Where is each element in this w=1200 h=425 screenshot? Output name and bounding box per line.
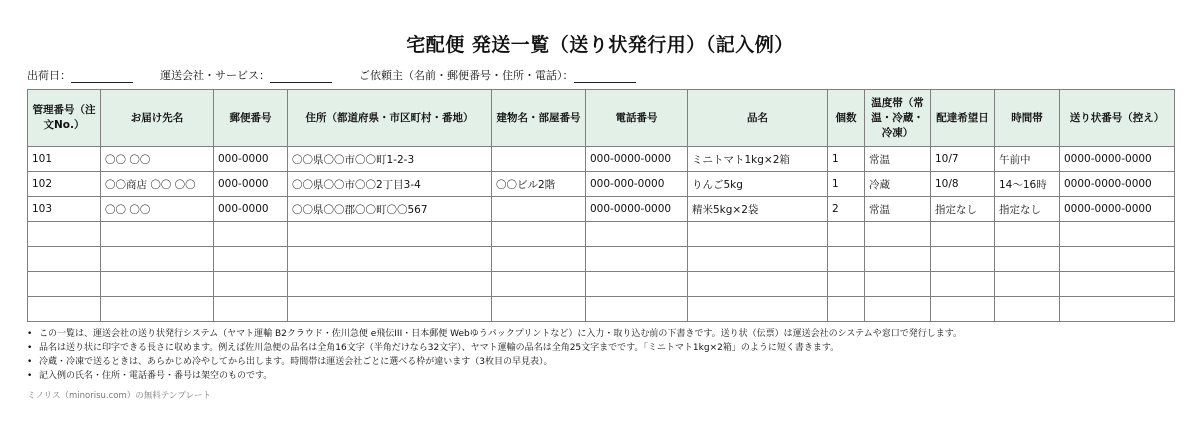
col-header-qty: 個数 — [828, 90, 865, 147]
table-cell[interactable] — [214, 272, 288, 297]
table-cell[interactable] — [688, 297, 828, 322]
col-header-phone: 電話番号 — [586, 90, 688, 147]
note-item: • 記入例の氏名・住所・電話番号・番号は架空のものです。 — [27, 369, 962, 383]
table-cell[interactable] — [214, 222, 288, 247]
table-cell[interactable]: 10/7 — [931, 147, 995, 172]
col-header-postal: 郵便番号 — [214, 90, 288, 147]
table-cell[interactable]: 000-0000-0000 — [586, 147, 688, 172]
col-header-recipient: お届け先名 — [101, 90, 214, 147]
table-cell[interactable]: 10/8 — [931, 172, 995, 197]
col-header-address: 住所（都道府県・市区町村・番地） — [288, 90, 492, 147]
table-cell[interactable] — [28, 247, 101, 272]
col-header-time: 時間帯 — [995, 90, 1060, 147]
table-cell[interactable] — [492, 147, 586, 172]
table-cell[interactable] — [865, 247, 931, 272]
table-cell[interactable] — [995, 247, 1060, 272]
table-row — [28, 222, 1175, 247]
table-cell[interactable] — [865, 272, 931, 297]
note-item: • 品名は送り状に印字できる長さに収めます。例えば佐川急便の品名は全角16文字（半角だけなら32文字）、ヤマト運輸の品名は全角25文字までです。「ミニトマト1kg×2箱」のように短く書きます。 — [27, 341, 962, 355]
table-cell[interactable] — [28, 222, 101, 247]
note-item: • 冷蔵・冷凍で送るときは、あらかじめ冷やしてから出します。時間帯は運送会社ごとに選べる枠が違います（3枚目の早見表）。 — [27, 355, 962, 369]
table-cell[interactable]: 000-000-0000 — [586, 172, 688, 197]
table-cell[interactable] — [586, 222, 688, 247]
table-cell[interactable]: 0000-0000-0000 — [1060, 172, 1175, 197]
table-cell[interactable]: 103 — [28, 197, 101, 222]
table-cell[interactable] — [101, 297, 214, 322]
col-header-tracking: 送り状番号（控え） — [1060, 90, 1175, 147]
table-cell[interactable] — [28, 297, 101, 322]
table-cell[interactable]: 0000-0000-0000 — [1060, 197, 1175, 222]
table-cell[interactable]: 指定なし — [931, 197, 995, 222]
table-cell[interactable]: 常温 — [865, 197, 931, 222]
note-item: • この一覧は、運送会社の送り状発行システム（ヤマト運輸 B2クラウド・佐川急便 e飛伝III・日本郵便 Webゆうパックプリントなど）に入力・取り込む前の下書きです。送り状（伝票）は運送会社のシステムや窓口で発行します。 — [27, 327, 962, 341]
table-cell[interactable] — [492, 247, 586, 272]
table-cell[interactable] — [828, 247, 865, 272]
table-cell[interactable] — [995, 272, 1060, 297]
footer-credit: ミノリス（minorisu.com）の無料テンプレート — [27, 391, 211, 401]
table-cell[interactable] — [492, 222, 586, 247]
table-cell[interactable]: 〇〇商店 〇〇 〇〇 — [101, 172, 214, 197]
table-cell[interactable]: 1 — [828, 172, 865, 197]
table-cell[interactable]: 101 — [28, 147, 101, 172]
table-cell[interactable] — [688, 222, 828, 247]
table-cell[interactable]: 〇〇県〇〇市〇〇2丁目3-4 — [288, 172, 492, 197]
ship-date-label: 出荷日： — [27, 69, 71, 82]
table-cell[interactable] — [828, 222, 865, 247]
table-cell[interactable] — [688, 247, 828, 272]
col-header-temp: 温度帯（常温・冷蔵・冷凍） — [865, 90, 931, 147]
table-cell[interactable]: 精米5kg×2袋 — [688, 197, 828, 222]
col-header-item: 品名 — [688, 90, 828, 147]
table-cell[interactable] — [995, 297, 1060, 322]
table-cell[interactable] — [995, 222, 1060, 247]
table-cell[interactable]: 〇〇ビル2階 — [492, 172, 586, 197]
table-cell[interactable] — [931, 297, 995, 322]
table-cell[interactable]: 0000-0000-0000 — [1060, 147, 1175, 172]
ship-date-field[interactable] — [71, 70, 133, 83]
table-cell[interactable] — [214, 297, 288, 322]
table-cell[interactable] — [101, 222, 214, 247]
table-cell[interactable] — [1060, 272, 1175, 297]
table-cell[interactable] — [586, 247, 688, 272]
table-cell[interactable]: 1 — [828, 147, 865, 172]
table-cell[interactable] — [492, 197, 586, 222]
table-cell[interactable]: りんご5kg — [688, 172, 828, 197]
requester-field[interactable] — [574, 70, 636, 83]
header-row — [28, 90, 1175, 147]
table-cell[interactable] — [492, 272, 586, 297]
table-cell[interactable]: 14〜16時 — [995, 172, 1060, 197]
table-cell[interactable] — [101, 247, 214, 272]
table-cell[interactable] — [1060, 247, 1175, 272]
table-row — [28, 272, 1175, 297]
col-header-date: 配達希望日 — [931, 90, 995, 147]
table-cell[interactable] — [214, 247, 288, 272]
carrier-field[interactable] — [270, 70, 332, 83]
table-cell[interactable]: 常温 — [865, 147, 931, 172]
table-row — [28, 197, 1175, 222]
table-cell[interactable] — [1060, 222, 1175, 247]
table-cell[interactable]: 000-0000 — [214, 147, 288, 172]
table-cell[interactable] — [492, 297, 586, 322]
table-cell[interactable] — [931, 247, 995, 272]
page-title: 宅配便 発送一覧（送り状発行用）（記入例） — [406, 34, 794, 56]
table-cell[interactable]: 〇〇県〇〇郡〇〇町〇〇567 — [288, 197, 492, 222]
table-cell[interactable]: 000-0000-0000 — [586, 197, 688, 222]
table-cell[interactable]: 午前中 — [995, 147, 1060, 172]
table-cell[interactable]: ミニトマト1kg×2箱 — [688, 147, 828, 172]
table-cell[interactable]: 〇〇 〇〇 — [101, 197, 214, 222]
col-header-order-no: 管理番号（注文No.） — [28, 90, 101, 147]
table-cell[interactable] — [865, 297, 931, 322]
table-cell[interactable]: 〇〇 〇〇 — [101, 147, 214, 172]
requester-label: ご依頼主（名前・郵便番号・住所・電話）： — [359, 69, 574, 82]
shipping-table — [27, 89, 1175, 322]
table-cell[interactable] — [288, 272, 492, 297]
table-cell[interactable]: 102 — [28, 172, 101, 197]
table-cell[interactable]: 000-0000 — [214, 197, 288, 222]
table-cell[interactable] — [101, 272, 214, 297]
table-cell[interactable] — [865, 222, 931, 247]
table-cell[interactable] — [931, 222, 995, 247]
table-row — [28, 172, 1175, 197]
table-cell[interactable] — [28, 272, 101, 297]
table-cell[interactable] — [931, 272, 995, 297]
col-header-building: 建物名・部屋番号 — [492, 90, 586, 147]
table-cell[interactable]: 000-0000 — [214, 172, 288, 197]
table-cell[interactable]: 2 — [828, 197, 865, 222]
table-cell[interactable] — [288, 247, 492, 272]
table-cell[interactable] — [586, 297, 688, 322]
table-cell[interactable] — [586, 272, 688, 297]
table-row — [28, 147, 1175, 172]
table-cell[interactable] — [288, 222, 492, 247]
table-cell[interactable] — [828, 272, 865, 297]
table-cell[interactable] — [1060, 297, 1175, 322]
table-row — [28, 297, 1175, 322]
meta-row — [27, 67, 636, 83]
table-cell[interactable]: 冷蔵 — [865, 172, 931, 197]
table-cell[interactable]: 〇〇県〇〇市〇〇町1-2-3 — [288, 147, 492, 172]
table-cell[interactable] — [828, 297, 865, 322]
notes-list — [27, 327, 962, 383]
table-cell[interactable] — [288, 297, 492, 322]
table-cell[interactable] — [688, 272, 828, 297]
carrier-label: 運送会社・サービス： — [160, 69, 270, 82]
table-row — [28, 247, 1175, 272]
table-cell[interactable]: 指定なし — [995, 197, 1060, 222]
